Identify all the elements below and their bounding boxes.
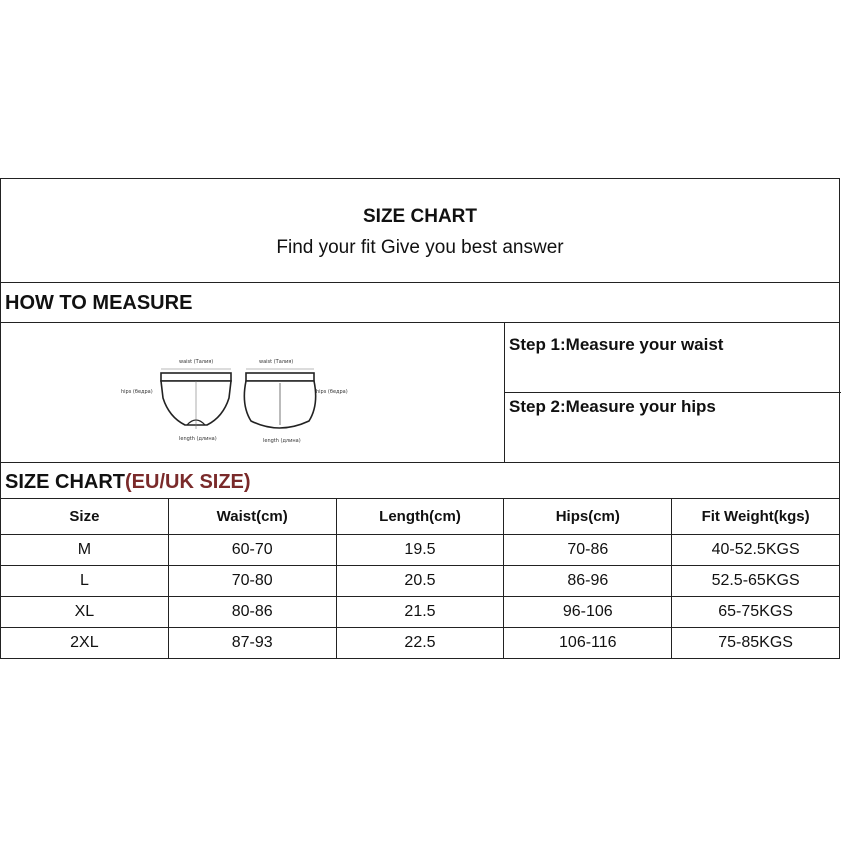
column-header-hips: Hips(cm) xyxy=(504,499,672,535)
briefs-back-icon xyxy=(244,373,315,428)
cell-weight: 75-85KGS xyxy=(672,628,840,659)
briefs-measurement-illustration xyxy=(111,343,371,443)
cell-length: 20.5 xyxy=(336,566,504,597)
chart-header xyxy=(0,178,840,283)
cell-waist: 80-86 xyxy=(168,597,336,628)
cell-waist: 70-80 xyxy=(168,566,336,597)
how-to-measure-heading: HOW TO MEASURE xyxy=(5,292,193,314)
cell-size: M xyxy=(1,535,169,566)
length-label-back: length (длина) xyxy=(263,438,301,443)
size-chart-heading-row xyxy=(0,462,840,499)
chart-title: SIZE CHART xyxy=(363,206,477,227)
cell-length: 19.5 xyxy=(336,535,504,566)
hips-label-back: hips (бедра) xyxy=(316,389,348,395)
step-1-text: Step 1:Measure your waist xyxy=(509,335,724,354)
length-label-front: length (длина) xyxy=(179,436,217,442)
size-chart-heading-region: (EU/UK SIZE) xyxy=(125,471,251,493)
chart-subtitle: Find your fit Give you best answer xyxy=(276,237,564,258)
size-table-header-row xyxy=(1,499,840,535)
cell-weight: 40-52.5KGS xyxy=(672,535,840,566)
column-header-weight: Fit Weight(kgs) xyxy=(672,499,840,535)
column-header-length: Length(cm) xyxy=(336,499,504,535)
column-header-size: Size xyxy=(1,499,169,535)
hips-label-front: hips (бедра) xyxy=(121,389,153,395)
measure-section xyxy=(0,322,840,463)
how-to-measure-heading-row xyxy=(0,282,840,323)
cell-size: 2XL xyxy=(1,628,169,659)
table-row xyxy=(1,628,840,659)
cell-length: 21.5 xyxy=(336,597,504,628)
table-row xyxy=(1,597,840,628)
step-2-text: Step 2:Measure your hips xyxy=(509,397,716,416)
cell-waist: 60-70 xyxy=(168,535,336,566)
cell-weight: 65-75KGS xyxy=(672,597,840,628)
column-header-waist: Waist(cm) xyxy=(168,499,336,535)
waist-label-back: waist (Талия) xyxy=(259,359,294,365)
waist-label-front: waist (Талия) xyxy=(179,359,214,365)
size-chart-heading xyxy=(5,471,251,494)
cell-hips: 96-106 xyxy=(504,597,672,628)
cell-waist: 87-93 xyxy=(168,628,336,659)
cell-hips: 86-96 xyxy=(504,566,672,597)
cell-size: L xyxy=(1,566,169,597)
table-row xyxy=(1,535,840,566)
cell-size: XL xyxy=(1,597,169,628)
cell-weight: 52.5-65KGS xyxy=(672,566,840,597)
measure-divider-horizontal xyxy=(504,392,841,393)
cell-length: 22.5 xyxy=(336,628,504,659)
cell-hips: 106-116 xyxy=(504,628,672,659)
cell-hips: 70-86 xyxy=(504,535,672,566)
size-table xyxy=(0,498,840,659)
table-row xyxy=(1,566,840,597)
size-chart-heading-main: SIZE CHART xyxy=(5,471,125,493)
